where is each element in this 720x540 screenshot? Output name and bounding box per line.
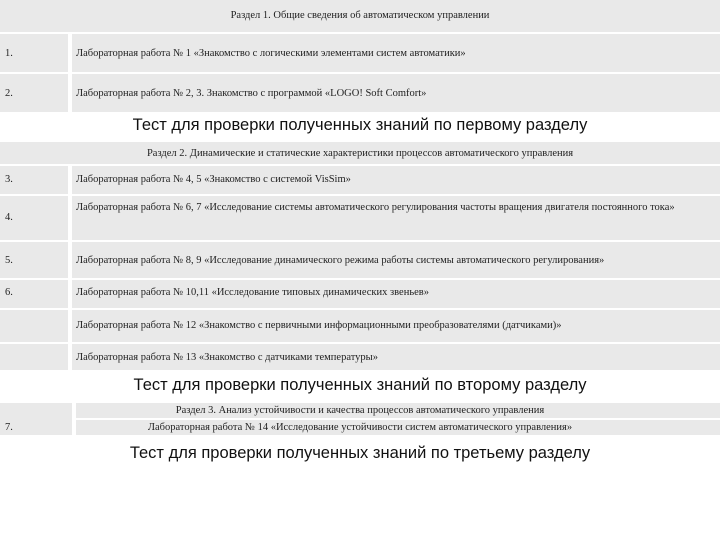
section-1-header — [0, 0, 720, 32]
table-row — [0, 74, 720, 112]
section-2-title: Раздел 2. Динамические и статические характеристики процессов автоматического управления — [146, 148, 574, 159]
row-text: Лабораторная работа № 12 «Знакомство с первичными информационными преобразователями (датчиками)» — [76, 320, 562, 331]
section-3-test: Тест для проверки полученных знаний по третьему разделу — [129, 444, 591, 462]
table-row — [0, 344, 720, 370]
row-number: 4. — [5, 212, 13, 223]
row-number: 2. — [5, 88, 13, 99]
row-number: 6. — [5, 287, 13, 298]
row-text: Лабораторная работа № 10,11 «Исследование типовых динамических звеньев» — [76, 287, 429, 298]
row-number: 5. — [5, 255, 13, 266]
row-text: Лабораторная работа № 14 «Исследование устойчивости систем автоматического управления» — [147, 422, 573, 433]
row-text: Лабораторная работа № 1 «Знакомство с логическими элементами систем автоматики» — [76, 48, 466, 59]
row-number: 3. — [5, 174, 13, 185]
section-2-header — [0, 142, 720, 164]
section-2-test: Тест для проверки полученных знаний по второму разделу — [133, 376, 587, 394]
table-row — [0, 34, 720, 72]
table-row — [0, 166, 720, 194]
row-text: Лабораторная работа № 13 «Знакомство с датчиками температуры» — [76, 352, 378, 363]
table-row — [0, 196, 720, 240]
table-row — [0, 310, 720, 342]
row-text: Лабораторная работа № 6, 7 «Исследование системы автоматического регулирования частоты вращения двигателя постоянного тока» — [76, 202, 675, 213]
section-3-block — [0, 403, 720, 435]
section-1-test: Тест для проверки полученных знаний по первому разделу — [132, 116, 588, 134]
row-text: Лабораторная работа № 4, 5 «Знакомство с системой VisSim» — [76, 174, 351, 185]
row-text: Лабораторная работа № 2, 3. Знакомство с программой «LOGO! Soft Comfort» — [76, 88, 427, 99]
section-3-title: Раздел 3. Анализ устойчивости и качества процессов автоматического управления — [175, 405, 545, 416]
row-text: Лабораторная работа № 8, 9 «Исследование динамического режима работы системы автоматического регулирования» — [76, 255, 605, 266]
row-number: 7. — [5, 422, 13, 433]
section-1-title: Раздел 1. Общие сведения об автоматическом управлении — [230, 10, 490, 21]
row-number: 1. — [5, 48, 13, 59]
table-row — [0, 242, 720, 278]
table-row — [0, 280, 720, 308]
